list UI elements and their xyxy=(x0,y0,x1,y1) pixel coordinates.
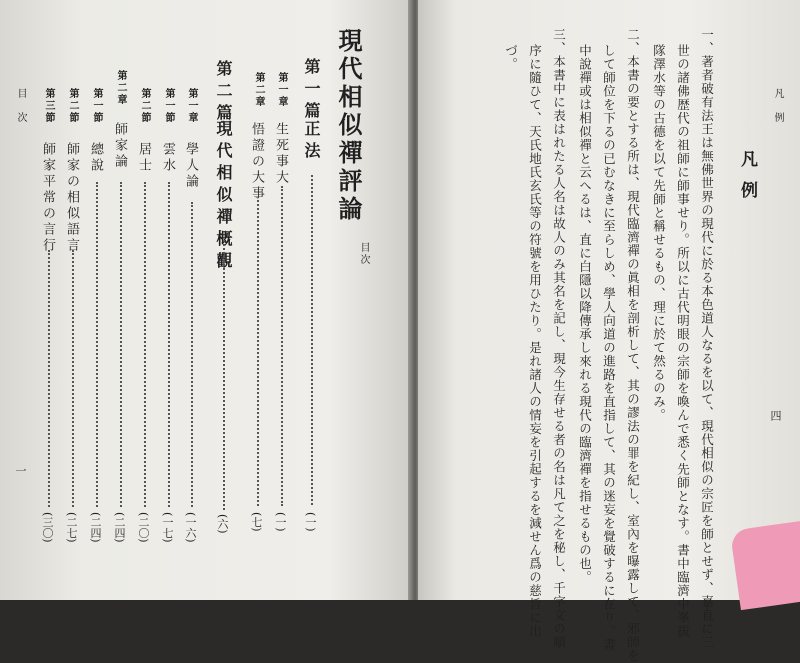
hanrei-line-9: づ。 xyxy=(503,44,519,71)
hanrei-line-2: 世の諸佛歴代の祖師に師事せり。所以に古代明眼の宗師を喚んで悉く先師となす。書中臨濟中峯拔 xyxy=(675,44,691,638)
hanrei-header: 凡例 xyxy=(772,88,783,136)
p2c6-label: 第二節 xyxy=(67,88,78,124)
part1-title: 正法 xyxy=(302,120,321,164)
hanrei-line-4: 二、本書の要とする所は、現代臨濟禪の眞相を剖析して、其の謬法の罪を紀し、室內を曝露して、邪師を xyxy=(625,28,641,663)
chap2-page: (七) xyxy=(250,512,263,532)
p2c6-title: 師家の相似語言 xyxy=(64,142,79,254)
p2c4-label: 第二章 xyxy=(115,70,126,106)
part2-page: (六) xyxy=(216,514,229,534)
p2c5-page: (二四) xyxy=(89,512,102,543)
part2-leader xyxy=(223,240,225,510)
hanrei-line-6: 中說禪或は相似禪と云へるは、直に白隱以降傳承し來れる現代の臨濟禪を指せるもの也。 xyxy=(577,44,593,584)
hanrei-line-7: 三、本書中に表はれたる人名は故人のみ其名を記し、現今生存せる者の名は凡て之を秘し、千字文の順 xyxy=(551,28,567,649)
chap2-title: 悟證の大事 xyxy=(249,122,264,202)
hanrei-line-8: 序に隨ひて、天氏地氏玄氏等の符號を用ひたり。是れ諸人の情妄を引起するを減せん爲の慈旨に出 xyxy=(527,44,543,638)
toc-title: 現代相似禪評論 xyxy=(334,28,363,224)
pink-object xyxy=(730,520,800,610)
hanrei-line-1: 一、著者破有法王は無佛世界の現代に於る本色道人なるを以て、現代相似の宗匠を師とせず、嘉直に三 xyxy=(699,28,715,649)
part2-title: 現代相似禪概觀 xyxy=(214,120,233,274)
p2c7-title: 師家平常の言行 xyxy=(40,142,55,254)
p2c5-label: 第一節 xyxy=(91,88,102,124)
part1-leader xyxy=(311,175,313,505)
p2c4-page: (二四) xyxy=(113,512,126,543)
p2c5-leader xyxy=(96,182,98,507)
toc-page-number: 一 xyxy=(14,465,27,476)
chap1-title: 生死事大 xyxy=(273,122,288,186)
p2c4-title: 師家論 xyxy=(112,122,127,170)
hanrei-title: 凡例 xyxy=(737,150,757,212)
toc-footer-label: 目次 xyxy=(15,88,26,136)
p2c2-leader xyxy=(168,182,170,507)
p2c7-leader xyxy=(48,250,50,507)
p2c1-label: 第一章 xyxy=(186,88,197,124)
hanrei-line-3: 隊澤水等の古德を以て先師と稱せるもの、理に於て然るのみ。 xyxy=(651,44,667,422)
part2-label: 第二篇 xyxy=(214,60,233,126)
toc-subtitle: 目次 xyxy=(358,242,369,266)
p2c1-title: 學人論 xyxy=(183,142,198,190)
p2c6-page: (二七) xyxy=(65,512,78,543)
chap1-page: (一) xyxy=(274,512,287,532)
chap2-label: 第二章 xyxy=(253,72,264,108)
p2c3-title: 居士 xyxy=(136,142,151,174)
hanrei-line-5: して師位を下るの已むなきに至らしめ、學人向道の進路を直指して、其の迷妄を覺破するに在り。書 xyxy=(601,44,617,652)
p2c3-label: 第二節 xyxy=(139,88,150,124)
hanrei-page-number: 四 xyxy=(769,410,782,421)
p2c3-leader xyxy=(144,182,146,507)
p2c3-page: (二〇) xyxy=(137,512,150,543)
part1-label: 第一篇 xyxy=(302,58,321,124)
p2c1-page: (一六) xyxy=(184,512,197,543)
part1-page: (一) xyxy=(304,512,317,532)
chap1-label: 第一章 xyxy=(276,72,287,108)
p2c7-label: 第三節 xyxy=(43,88,54,124)
p2c5-title: 總說 xyxy=(88,142,103,174)
p2c2-page: (一七) xyxy=(161,512,174,543)
p2c4-leader xyxy=(120,182,122,507)
p2c6-leader xyxy=(72,250,74,507)
p2c1-leader xyxy=(191,202,193,507)
p2c7-page: (三〇) xyxy=(41,512,54,543)
chap1-leader xyxy=(281,186,283,506)
p2c2-title: 雲水 xyxy=(160,142,175,174)
chap2-leader xyxy=(257,200,259,506)
p2c2-label: 第一節 xyxy=(163,88,174,124)
